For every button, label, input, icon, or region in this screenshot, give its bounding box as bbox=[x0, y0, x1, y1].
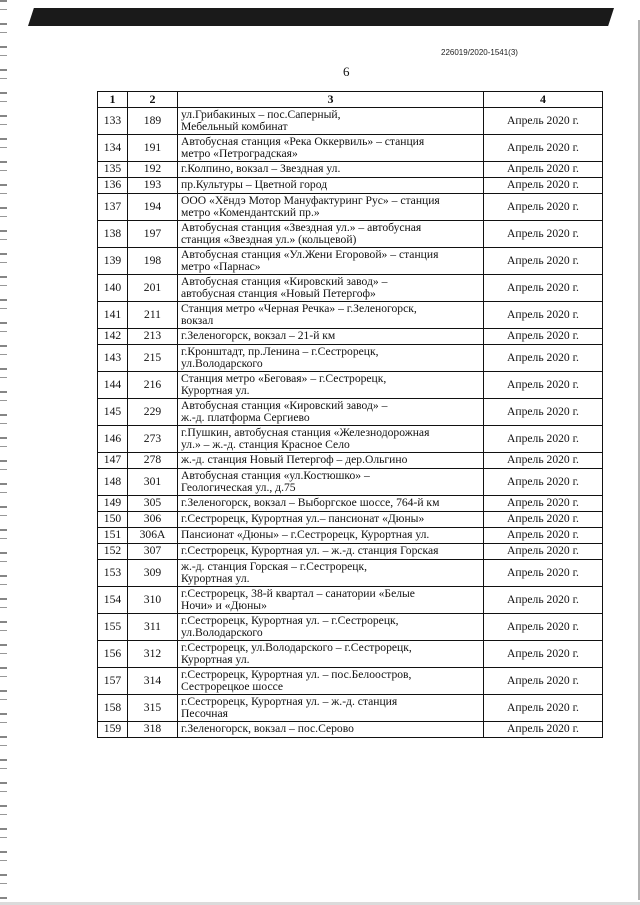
row-number-cell: 155 bbox=[98, 614, 128, 641]
route-description-cell: Автобусная станция «Кировский завод» – автобусная станция «Новый Петергоф» bbox=[178, 275, 484, 302]
route-number-cell: 273 bbox=[128, 426, 178, 453]
date-cell: Апрель 2020 г. bbox=[484, 302, 603, 329]
route-number-cell: 306А bbox=[128, 528, 178, 544]
row-number-cell: 159 bbox=[98, 722, 128, 738]
date-cell: Апрель 2020 г. bbox=[484, 722, 603, 738]
route-number-cell: 310 bbox=[128, 587, 178, 614]
route-number-cell: 318 bbox=[128, 722, 178, 738]
table-row bbox=[98, 512, 603, 528]
date-cell: Апрель 2020 г. bbox=[484, 469, 603, 496]
table-row bbox=[98, 560, 603, 587]
table-row bbox=[98, 108, 603, 135]
row-number-cell: 138 bbox=[98, 221, 128, 248]
route-description-cell: г.Сестрорецк, Курортная ул. – пос.Белоостров, Сестрорецкое шоссе bbox=[178, 668, 484, 695]
route-description-cell: г.Сестрорецк, Курортная ул. – ж.-д. станция Горская bbox=[178, 544, 484, 560]
row-number-cell: 151 bbox=[98, 528, 128, 544]
route-description-cell: г.Кронштадт, пр.Ленина – г.Сестрорецк, ул.Володарского bbox=[178, 345, 484, 372]
row-number-cell: 156 bbox=[98, 641, 128, 668]
table-row bbox=[98, 587, 603, 614]
route-description-cell: г.Сестрорецк, Курортная ул. – г.Сестрорецк, ул.Володарского bbox=[178, 614, 484, 641]
route-number-cell: 306 bbox=[128, 512, 178, 528]
row-number-cell: 146 bbox=[98, 426, 128, 453]
date-cell: Апрель 2020 г. bbox=[484, 221, 603, 248]
route-number-cell: 197 bbox=[128, 221, 178, 248]
table-row bbox=[98, 221, 603, 248]
table-body bbox=[98, 108, 603, 738]
date-cell: Апрель 2020 г. bbox=[484, 614, 603, 641]
route-description-cell: г.Пушкин, автобусная станция «Железнодорожная ул.» – ж.-д. станция Красное Село bbox=[178, 426, 484, 453]
row-number-cell: 143 bbox=[98, 345, 128, 372]
route-description-cell: ул.Грибакиных – пос.Саперный, Мебельный комбинат bbox=[178, 108, 484, 135]
row-number-cell: 139 bbox=[98, 248, 128, 275]
table-row bbox=[98, 453, 603, 469]
row-number-cell: 150 bbox=[98, 512, 128, 528]
scan-left-edge bbox=[0, 0, 7, 905]
date-cell: Апрель 2020 г. bbox=[484, 248, 603, 275]
route-description-cell: ООО «Хёндэ Мотор Мануфактуринг Рус» – станция метро «Комендантский пр.» bbox=[178, 194, 484, 221]
route-description-cell: г.Сестрорецк, Курортная ул.– пансионат «Дюны» bbox=[178, 512, 484, 528]
date-cell: Апрель 2020 г. bbox=[484, 496, 603, 512]
route-description-cell: Автобусная станция «ул.Костюшко» – Геологическая ул., д.75 bbox=[178, 469, 484, 496]
document-id: 226019/2020-1541(3) bbox=[441, 48, 518, 57]
row-number-cell: 145 bbox=[98, 399, 128, 426]
route-description-cell: Станция метро «Беговая» – г.Сестрорецк, Курортная ул. bbox=[178, 372, 484, 399]
table-row bbox=[98, 722, 603, 738]
row-number-cell: 158 bbox=[98, 695, 128, 722]
route-description-cell: г.Сестрорецк, Курортная ул. – ж.-д. станция Песочная bbox=[178, 695, 484, 722]
route-number-cell: 194 bbox=[128, 194, 178, 221]
row-number-cell: 134 bbox=[98, 135, 128, 162]
route-number-cell: 278 bbox=[128, 453, 178, 469]
route-number-cell: 213 bbox=[128, 329, 178, 345]
table-row bbox=[98, 162, 603, 178]
date-cell: Апрель 2020 г. bbox=[484, 194, 603, 221]
header-col-2: 2 bbox=[128, 92, 178, 108]
route-number-cell: 311 bbox=[128, 614, 178, 641]
date-cell: Апрель 2020 г. bbox=[484, 178, 603, 194]
date-cell: Апрель 2020 г. bbox=[484, 528, 603, 544]
table-row bbox=[98, 178, 603, 194]
route-number-cell: 229 bbox=[128, 399, 178, 426]
table-row bbox=[98, 345, 603, 372]
row-number-cell: 141 bbox=[98, 302, 128, 329]
row-number-cell: 152 bbox=[98, 544, 128, 560]
route-description-cell: Станция метро «Черная Речка» – г.Зеленогорск, вокзал bbox=[178, 302, 484, 329]
date-cell: Апрель 2020 г. bbox=[484, 641, 603, 668]
table-row bbox=[98, 248, 603, 275]
row-number-cell: 149 bbox=[98, 496, 128, 512]
date-cell: Апрель 2020 г. bbox=[484, 544, 603, 560]
table-row bbox=[98, 329, 603, 345]
route-description-cell: г.Сестрорецк, 38-й квартал – санатории «Белые Ночи» и «Дюны» bbox=[178, 587, 484, 614]
route-number-cell: 198 bbox=[128, 248, 178, 275]
table-row bbox=[98, 528, 603, 544]
route-number-cell: 211 bbox=[128, 302, 178, 329]
route-description-cell: г.Зеленогорск, вокзал – пос.Серово bbox=[178, 722, 484, 738]
route-number-cell: 215 bbox=[128, 345, 178, 372]
row-number-cell: 148 bbox=[98, 469, 128, 496]
table-row bbox=[98, 426, 603, 453]
route-number-cell: 305 bbox=[128, 496, 178, 512]
routes-table bbox=[97, 91, 603, 738]
route-number-cell: 307 bbox=[128, 544, 178, 560]
route-number-cell: 191 bbox=[128, 135, 178, 162]
row-number-cell: 157 bbox=[98, 668, 128, 695]
scan-top-bar bbox=[28, 8, 614, 26]
table-row bbox=[98, 399, 603, 426]
row-number-cell: 135 bbox=[98, 162, 128, 178]
row-number-cell: 142 bbox=[98, 329, 128, 345]
route-number-cell: 314 bbox=[128, 668, 178, 695]
table-row bbox=[98, 496, 603, 512]
route-description-cell: ж.-д. станция Новый Петергоф – дер.Ольгино bbox=[178, 453, 484, 469]
table-row bbox=[98, 695, 603, 722]
route-description-cell: Пансионат «Дюны» – г.Сестрорецк, Курортная ул. bbox=[178, 528, 484, 544]
date-cell: Апрель 2020 г. bbox=[484, 668, 603, 695]
route-description-cell: Автобусная станция «Кировский завод» – ж.-д. платформа Сергиево bbox=[178, 399, 484, 426]
date-cell: Апрель 2020 г. bbox=[484, 135, 603, 162]
row-number-cell: 140 bbox=[98, 275, 128, 302]
header-col-3: 3 bbox=[178, 92, 484, 108]
route-number-cell: 216 bbox=[128, 372, 178, 399]
route-description-cell: г.Сестрорецк, ул.Володарского – г.Сестрорецк, Курортная ул. bbox=[178, 641, 484, 668]
route-description-cell: Автобусная станция «Ул.Жени Егоровой» – станция метро «Парнас» bbox=[178, 248, 484, 275]
table-row bbox=[98, 275, 603, 302]
row-number-cell: 136 bbox=[98, 178, 128, 194]
table-row bbox=[98, 544, 603, 560]
date-cell: Апрель 2020 г. bbox=[484, 695, 603, 722]
header-col-1: 1 bbox=[98, 92, 128, 108]
route-description-cell: г.Колпино, вокзал – Звездная ул. bbox=[178, 162, 484, 178]
date-cell: Апрель 2020 г. bbox=[484, 426, 603, 453]
date-cell: Апрель 2020 г. bbox=[484, 399, 603, 426]
date-cell: Апрель 2020 г. bbox=[484, 275, 603, 302]
table-row bbox=[98, 668, 603, 695]
date-cell: Апрель 2020 г. bbox=[484, 345, 603, 372]
route-number-cell: 312 bbox=[128, 641, 178, 668]
page-number: 6 bbox=[343, 64, 350, 79]
table-row bbox=[98, 372, 603, 399]
row-number-cell: 147 bbox=[98, 453, 128, 469]
table-header-row bbox=[98, 92, 603, 108]
table-row bbox=[98, 469, 603, 496]
route-description-cell: г.Зеленогорск, вокзал – 21-й км bbox=[178, 329, 484, 345]
row-number-cell: 133 bbox=[98, 108, 128, 135]
route-number-cell: 301 bbox=[128, 469, 178, 496]
row-number-cell: 144 bbox=[98, 372, 128, 399]
route-description-cell: пр.Культуры – Цветной город bbox=[178, 178, 484, 194]
row-number-cell: 153 bbox=[98, 560, 128, 587]
route-number-cell: 309 bbox=[128, 560, 178, 587]
route-description-cell: Автобусная станция «Звездная ул.» – автобусная станция «Звездная ул.» (кольцевой) bbox=[178, 221, 484, 248]
route-number-cell: 201 bbox=[128, 275, 178, 302]
date-cell: Апрель 2020 г. bbox=[484, 329, 603, 345]
row-number-cell: 137 bbox=[98, 194, 128, 221]
row-number-cell: 154 bbox=[98, 587, 128, 614]
header-col-4: 4 bbox=[484, 92, 603, 108]
route-description-cell: ж.-д. станция Горская – г.Сестрорецк, Курортная ул. bbox=[178, 560, 484, 587]
route-number-cell: 189 bbox=[128, 108, 178, 135]
table-row bbox=[98, 614, 603, 641]
route-number-cell: 315 bbox=[128, 695, 178, 722]
date-cell: Апрель 2020 г. bbox=[484, 453, 603, 469]
date-cell: Апрель 2020 г. bbox=[484, 108, 603, 135]
date-cell: Апрель 2020 г. bbox=[484, 512, 603, 528]
table-row bbox=[98, 135, 603, 162]
table-row bbox=[98, 194, 603, 221]
route-number-cell: 193 bbox=[128, 178, 178, 194]
table-row bbox=[98, 302, 603, 329]
date-cell: Апрель 2020 г. bbox=[484, 372, 603, 399]
route-number-cell: 192 bbox=[128, 162, 178, 178]
date-cell: Апрель 2020 г. bbox=[484, 162, 603, 178]
route-description-cell: г.Зеленогорск, вокзал – Выборгское шоссе, 764-й км bbox=[178, 496, 484, 512]
date-cell: Апрель 2020 г. bbox=[484, 587, 603, 614]
table-row bbox=[98, 641, 603, 668]
date-cell: Апрель 2020 г. bbox=[484, 560, 603, 587]
route-description-cell: Автобусная станция «Река Оккервиль» – станция метро «Петроградская» bbox=[178, 135, 484, 162]
